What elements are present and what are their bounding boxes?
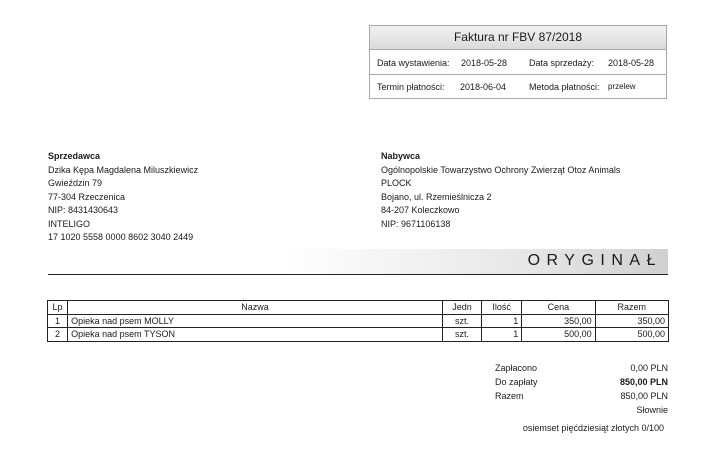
row-price: 500,00 (522, 328, 595, 342)
seller-nip: NIP: 8431430643 (48, 205, 119, 215)
buyer-block (381, 150, 620, 231)
sale-date-value: 2018-05-28 (608, 58, 655, 68)
payment-method-label: Metoda płatności: (529, 82, 600, 92)
row-price: 350,00 (522, 314, 595, 328)
buyer-heading: Nabywca (381, 151, 421, 161)
invoice-dates-row (370, 51, 666, 75)
row-qty: 1 (482, 328, 522, 342)
buyer-branch: PLOCK (381, 178, 412, 188)
words-label: Słownie (636, 405, 668, 415)
row-qty: 1 (482, 314, 522, 328)
buyer-city: 84-207 Koleczkowo (381, 205, 460, 215)
row-unit: szt. (442, 314, 481, 328)
items-header-row (48, 301, 669, 315)
invoice-title: Faktura nr FBV 87/2018 (370, 26, 666, 50)
due-label: Do zapłaty (495, 377, 538, 387)
sale-date-label: Data sprzedaży: (529, 58, 595, 68)
issue-date-label: Data wystawienia: (377, 58, 450, 68)
due-date-label: Termin płatności: (377, 82, 445, 92)
issue-date-value: 2018-05-28 (461, 58, 508, 68)
row-total: 500,00 (595, 328, 668, 342)
items-table (47, 300, 669, 342)
row-name: Opieka nad psem MOLLY (68, 314, 443, 328)
row-name: Opieka nad psem TYSON (68, 328, 443, 342)
paid-value: 0,00 PLN (630, 363, 668, 373)
row-total: 350,00 (595, 314, 668, 328)
table-row (48, 328, 669, 342)
amount-in-words: osiemset pięćdziesiąt złotych 0/100 (522, 423, 664, 433)
seller-heading: Sprzedawca (48, 151, 101, 161)
total-label: Razem (495, 391, 524, 401)
due-date-value: 2018-06-04 (460, 82, 507, 92)
buyer-name: Ogólnopolskie Towarzystwo Ochrony Zwierząt Otoz Animals (381, 164, 621, 175)
row-lp: 1 (48, 314, 68, 328)
buyer-street: Bojano, ul. Rzemieślnicza 2 (381, 191, 492, 202)
invoice-header-box (369, 25, 667, 99)
seller-city: 77-304 Rzeczenica (48, 191, 126, 202)
table-row (48, 314, 669, 328)
buyer-nip: NIP: 9671106138 (381, 218, 451, 229)
paid-label: Zapłacono (495, 363, 538, 373)
invoice-payment-row (370, 75, 666, 99)
col-lp-header: Lp (48, 301, 68, 315)
col-unit-header: Jedn (442, 301, 481, 315)
due-value: 850,00 PLN (619, 377, 668, 387)
seller-bank: INTELIGO (48, 218, 91, 229)
col-price-header: Cena (522, 301, 595, 315)
original-banner (48, 249, 668, 275)
seller-street: Gwieździn 79 (48, 178, 103, 188)
summary-labels (495, 361, 538, 403)
summary-values (568, 361, 668, 417)
seller-name: Dzika Kępa Magdalena Miluszkiewicz (48, 164, 199, 175)
seller-block (48, 150, 198, 245)
total-value: 850,00 PLN (620, 391, 668, 401)
original-label: ORYGINAŁ (527, 252, 662, 269)
payment-method-value: przelew (608, 82, 636, 91)
row-unit: szt. (442, 328, 481, 342)
row-lp: 2 (48, 328, 68, 342)
col-name-header: Nazwa (68, 301, 443, 315)
col-qty-header: Ilość (482, 301, 522, 315)
seller-account: 17 1020 5558 0000 8602 3040 2449 (48, 232, 194, 242)
col-total-header: Razem (595, 301, 668, 315)
